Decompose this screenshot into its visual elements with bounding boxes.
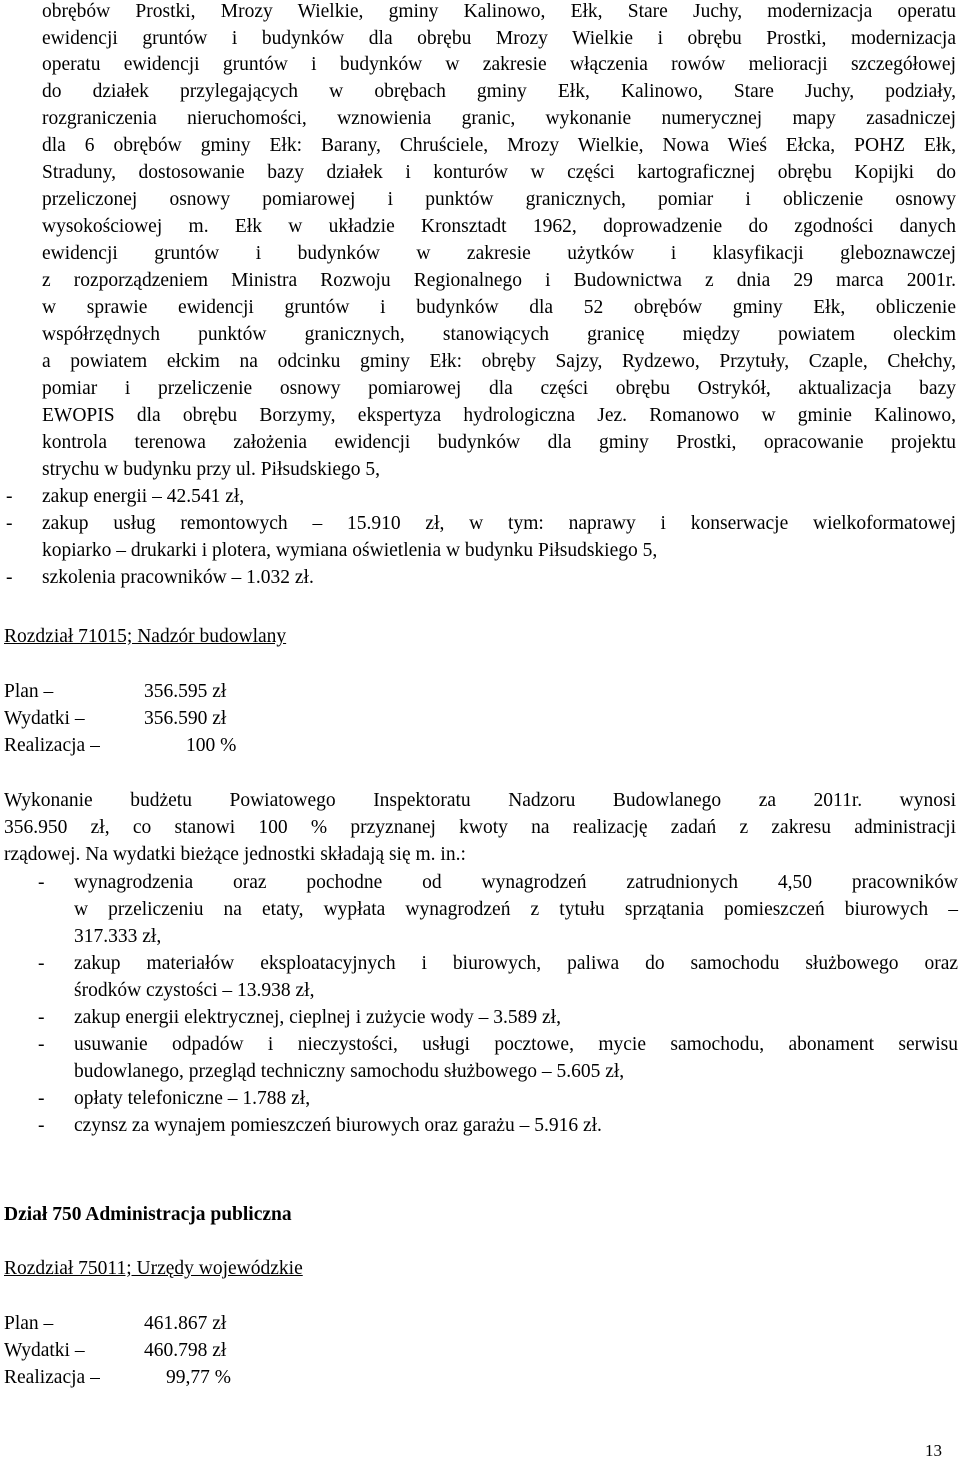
wydatki-label: Wydatki – (4, 708, 85, 729)
bullet-line: zakup usług remontowych – 15.910 zł, w tym: naprawy i konserwacje wielkoformatowej (42, 513, 956, 534)
paragraph-line: z rozporządzeniem Ministra Rozwoju Regionalnego i Budownictwa z dnia 29 marca 2001r. (42, 270, 956, 291)
wydatki-value: 356.590 zł (144, 708, 227, 729)
paragraph-line: strychu w budynku przy ul. Piłsudskiego 5, (42, 459, 380, 480)
paragraph-line: Straduny, dostosowanie bazy działek i konturów w części kartograficznej obrębu Kopijki do (42, 162, 956, 183)
paragraph-line: 356.950 zł, co stanowi 100 % przyznanej kwoty na realizację zadań z zakresu administracji (4, 817, 956, 838)
bullet-dash: - (6, 567, 13, 588)
bullet-line: opłaty telefoniczne – 1.788 zł, (74, 1088, 311, 1109)
bullet-line: w przeliczeniu na etaty, wypłata wynagrodzeń z tytułu sprzątania pomieszczeń biurowych – (74, 899, 958, 920)
paragraph-line: a powiatem ełckim na odcinku gminy Ełk: obręby Sajzy, Rydzewo, Przytuły, Czaple, Chełchy, (42, 351, 956, 372)
plan-row (4, 1312, 226, 1336)
section-heading: Rozdział 71015; Nadzór budowlany (4, 626, 287, 647)
bullet-line: szkolenia pracowników – 1.032 zł. (42, 567, 314, 588)
plan-row (4, 680, 226, 704)
paragraph-line: dla 6 obrębów gminy Ełk: Barany, Chruściele, Mrozy Wielkie, Nowa Wieś Ełcka, POHZ Ełk, (42, 135, 956, 156)
bullet-line: kopiarko – drukarki i plotera, wymiana oświetlenia w budynku Piłsudskiego 5, (42, 540, 658, 561)
wydatki-row (4, 1339, 226, 1363)
sub-heading: Rozdział 75011; Urzędy wojewódzkie (4, 1258, 303, 1279)
realizacja-value: 100 % (186, 735, 237, 756)
plan-label: Plan – (4, 1313, 54, 1334)
plan-value: 461.867 zł (144, 1313, 227, 1334)
paragraph-line: pomiar i przeliczenie osnowy pomiarowej dla części obrębu Ostrykół, aktualizacja bazy (42, 378, 956, 399)
bullet-dash: - (6, 513, 13, 534)
paragraph-line: w sprawie ewidencji gruntów i budynków dla 52 obrębów gminy Ełk, obliczenie (42, 297, 956, 318)
bullet-line: zakup materiałów eksploatacyjnych i biurowych, paliwa do samochodu służbowego oraz (74, 953, 958, 974)
bullet-line: zakup energii – 42.541 zł, (42, 486, 245, 507)
bullet-dash: - (6, 486, 13, 507)
bullet-dash: - (38, 1088, 45, 1109)
bullet-dash: - (38, 1007, 45, 1028)
page-number: 13 (925, 1441, 942, 1460)
paragraph-line: Wykonanie budżetu Powiatowego Inspektoratu Nadzoru Budowlanego za 2011r. wynosi (4, 790, 956, 811)
bullet-dash: - (38, 1115, 45, 1136)
realizacja-row (4, 734, 236, 758)
wydatki-row (4, 707, 226, 731)
paragraph-line: przeliczonej osnowy pomiarowej i punktów granicznych, pomiar i obliczenie osnowy (42, 189, 956, 210)
bullet-line: 317.333 zł, (74, 926, 162, 947)
paragraph-line: rozgraniczenia nieruchomości, wznowienia granic, wykonanie numerycznej mapy zasadniczej (42, 108, 956, 129)
bullet-line: zakup energii elektrycznej, cieplnej i zużycie wody – 3.589 zł, (74, 1007, 561, 1028)
bullet-dash: - (38, 872, 45, 893)
bullet-line: czynsz za wynajem pomieszczeń biurowych oraz garażu – 5.916 zł. (74, 1115, 602, 1136)
paragraph-line: ewidencji gruntów i budynków dla obrębu Mrozy Wielkie i obrębu Prostki, modernizacja (42, 28, 956, 49)
bullet-dash: - (38, 1034, 45, 1055)
realizacja-label: Realizacja – (4, 1367, 100, 1388)
paragraph-line: ewidencji gruntów i budynków w zakresie użytków i klasyfikacji gleboznawczej (42, 243, 956, 264)
bullet-dash: - (38, 953, 45, 974)
section-heading: Dział 750 Administracja publiczna (4, 1204, 292, 1225)
plan-label: Plan – (4, 681, 54, 702)
realizacja-value: 99,77 % (166, 1367, 231, 1388)
paragraph-line: do działek przylegających w obrębach gminy Ełk, Kalinowo, Stare Juchy, podziały, (42, 81, 956, 102)
wydatki-label: Wydatki – (4, 1340, 85, 1361)
paragraph-line: kontrola terenowa założenia ewidencji budynków dla gminy Prostki, opracowanie projektu (42, 432, 956, 453)
bullet-line: wynagrodzenia oraz pochodne od wynagrodzeń zatrudnionych 4,50 pracowników (74, 872, 958, 893)
realizacja-label: Realizacja – (4, 735, 100, 756)
paragraph-line: wysokościowej m. Ełk w układzie Kronsztadt 1962, doprowadzenie do zgodności danych (42, 216, 956, 237)
realizacja-row (4, 1366, 231, 1390)
bullet-line: środków czystości – 13.938 zł, (74, 980, 315, 1001)
paragraph-line: EWOPIS dla obrębu Borzymy, ekspertyza hydrologiczna Jez. Romanowo w gminie Kalinowo, (42, 405, 956, 426)
wydatki-value: 460.798 zł (144, 1340, 227, 1361)
plan-value: 356.595 zł (144, 681, 227, 702)
paragraph-line: operatu ewidencji gruntów i budynków w zakresie włączenia rowów melioracji szczegółowej (42, 54, 956, 75)
bullet-line: budowlanego, przegląd techniczny samochodu służbowego – 5.605 zł, (74, 1061, 625, 1082)
paragraph-line: rządowej. Na wydatki bieżące jednostki składają się m. in.: (4, 844, 466, 865)
paragraph-line: współrzędnych punktów granicznych, stanowiących granicę między powiatem oleckim (42, 324, 956, 345)
bullet-line: usuwanie odpadów i nieczystości, usługi pocztowe, mycie samochodu, abonament serwisu (74, 1034, 958, 1055)
paragraph-line: obrębów Prostki, Mrozy Wielkie, gminy Kalinowo, Ełk, Stare Juchy, modernizacja operatu (42, 1, 956, 22)
